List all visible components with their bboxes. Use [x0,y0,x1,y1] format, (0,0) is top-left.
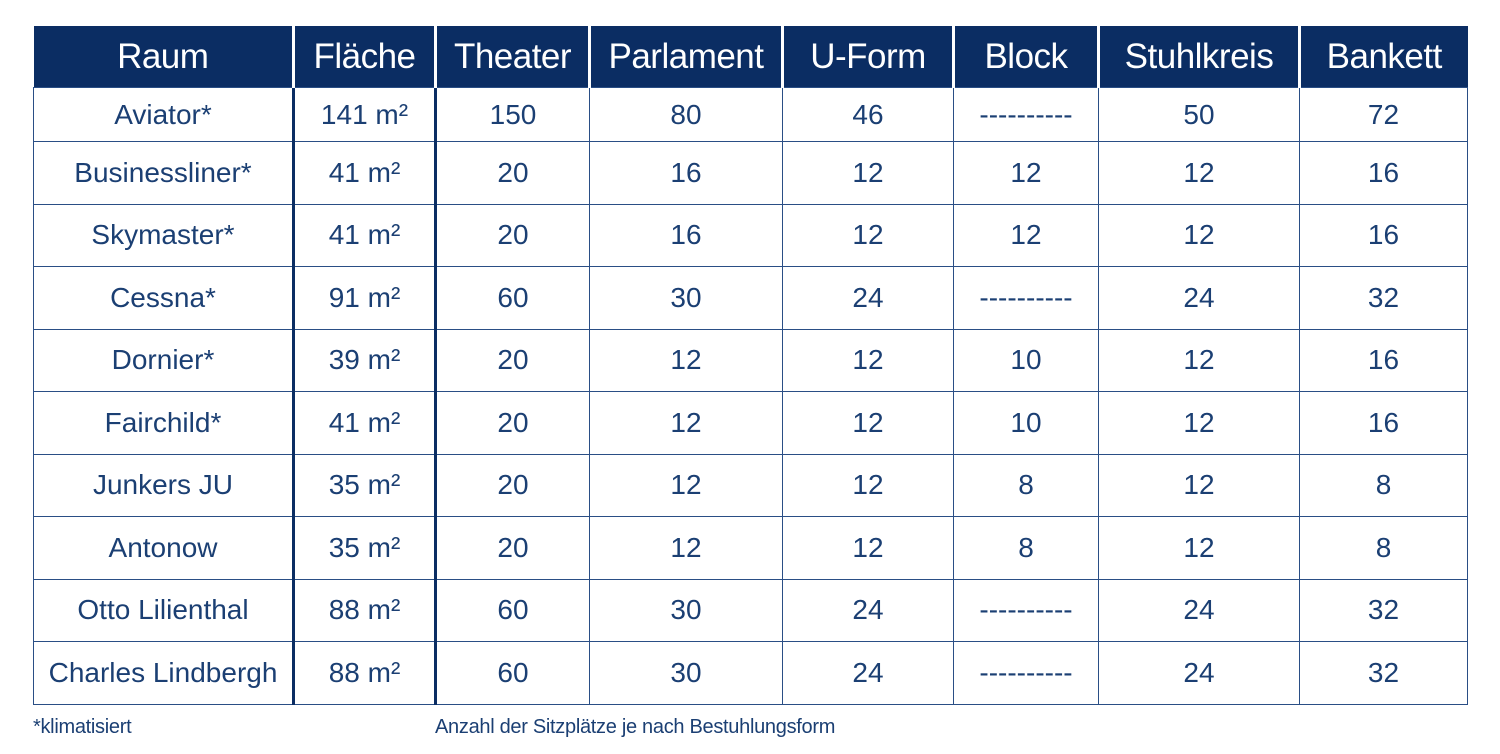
room-capacity-table [33,26,1468,705]
cell-block: 10 [954,392,1099,455]
header-theater: Theater [436,26,590,88]
cell-block: ---------- [954,88,1099,142]
cell-u-form: 46 [783,88,954,142]
cell-raum: Junkers JU [34,454,294,517]
cell-stuhlkreis: 12 [1099,204,1300,267]
cell-u-form: 24 [783,642,954,705]
cell-flaeche: 39 m² [294,329,436,392]
header-u-form: U-Form [783,26,954,88]
table-row [34,517,1468,580]
cell-theater: 60 [436,267,590,330]
cell-stuhlkreis: 50 [1099,88,1300,142]
table-row [34,454,1468,517]
cell-u-form: 12 [783,204,954,267]
cell-parlament: 80 [590,88,783,142]
room-capacity-table-container [33,26,1467,705]
cell-flaeche: 41 m² [294,204,436,267]
cell-raum: Otto Lilienthal [34,579,294,642]
cell-flaeche: 35 m² [294,517,436,580]
cell-flaeche: 88 m² [294,579,436,642]
footnote-seating: Anzahl der Sitzplätze je nach Bestuhlungsform [435,716,836,738]
table-row [34,329,1468,392]
header-block: Block [954,26,1099,88]
cell-theater: 60 [436,579,590,642]
cell-theater: 20 [436,454,590,517]
cell-parlament: 30 [590,579,783,642]
cell-block: 8 [954,454,1099,517]
cell-raum: Aviator* [34,88,294,142]
table-row [34,579,1468,642]
cell-u-form: 12 [783,454,954,517]
cell-parlament: 12 [590,454,783,517]
cell-raum: Skymaster* [34,204,294,267]
header-bankett: Bankett [1300,26,1468,88]
cell-bankett: 32 [1300,267,1468,330]
cell-theater: 150 [436,88,590,142]
cell-block: 8 [954,517,1099,580]
table-row [34,88,1468,142]
table-body [34,88,1468,705]
cell-bankett: 16 [1300,142,1468,205]
cell-parlament: 30 [590,642,783,705]
cell-bankett: 32 [1300,642,1468,705]
cell-parlament: 16 [590,204,783,267]
cell-bankett: 16 [1300,329,1468,392]
cell-parlament: 12 [590,329,783,392]
cell-u-form: 12 [783,142,954,205]
cell-theater: 60 [436,642,590,705]
cell-parlament: 16 [590,142,783,205]
cell-raum: Antonow [34,517,294,580]
cell-block: ---------- [954,579,1099,642]
cell-stuhlkreis: 24 [1099,642,1300,705]
cell-block: 10 [954,329,1099,392]
header-raum: Raum [34,26,294,88]
cell-theater: 20 [436,329,590,392]
header-parlament: Parlament [590,26,783,88]
cell-bankett: 16 [1300,204,1468,267]
cell-theater: 20 [436,204,590,267]
cell-parlament: 30 [590,267,783,330]
cell-u-form: 12 [783,517,954,580]
cell-stuhlkreis: 12 [1099,454,1300,517]
header-flaeche: Fläche [294,26,436,88]
cell-theater: 20 [436,392,590,455]
header-row [34,26,1468,88]
header-stuhlkreis: Stuhlkreis [1099,26,1300,88]
table-row [34,392,1468,455]
cell-bankett: 72 [1300,88,1468,142]
cell-bankett: 8 [1300,517,1468,580]
cell-block: 12 [954,204,1099,267]
cell-stuhlkreis: 12 [1099,517,1300,580]
cell-flaeche: 41 m² [294,392,436,455]
cell-u-form: 24 [783,579,954,642]
cell-flaeche: 88 m² [294,642,436,705]
cell-stuhlkreis: 24 [1099,267,1300,330]
cell-bankett: 32 [1300,579,1468,642]
cell-bankett: 8 [1300,454,1468,517]
cell-parlament: 12 [590,517,783,580]
cell-raum: Fairchild* [34,392,294,455]
cell-stuhlkreis: 24 [1099,579,1300,642]
cell-raum: Dornier* [34,329,294,392]
cell-raum: Cessna* [34,267,294,330]
cell-theater: 20 [436,142,590,205]
cell-stuhlkreis: 12 [1099,142,1300,205]
cell-stuhlkreis: 12 [1099,329,1300,392]
table-row [34,642,1468,705]
footnote-climate: *klimatisiert [33,716,132,738]
table-row [34,142,1468,205]
cell-flaeche: 141 m² [294,88,436,142]
cell-theater: 20 [436,517,590,580]
cell-raum: Charles Lindbergh [34,642,294,705]
cell-block: ---------- [954,642,1099,705]
cell-u-form: 24 [783,267,954,330]
cell-bankett: 16 [1300,392,1468,455]
table-row [34,267,1468,330]
cell-stuhlkreis: 12 [1099,392,1300,455]
cell-block: ---------- [954,267,1099,330]
cell-flaeche: 91 m² [294,267,436,330]
cell-flaeche: 35 m² [294,454,436,517]
cell-flaeche: 41 m² [294,142,436,205]
cell-u-form: 12 [783,329,954,392]
cell-u-form: 12 [783,392,954,455]
cell-parlament: 12 [590,392,783,455]
table-row [34,204,1468,267]
cell-raum: Businessliner* [34,142,294,205]
cell-block: 12 [954,142,1099,205]
